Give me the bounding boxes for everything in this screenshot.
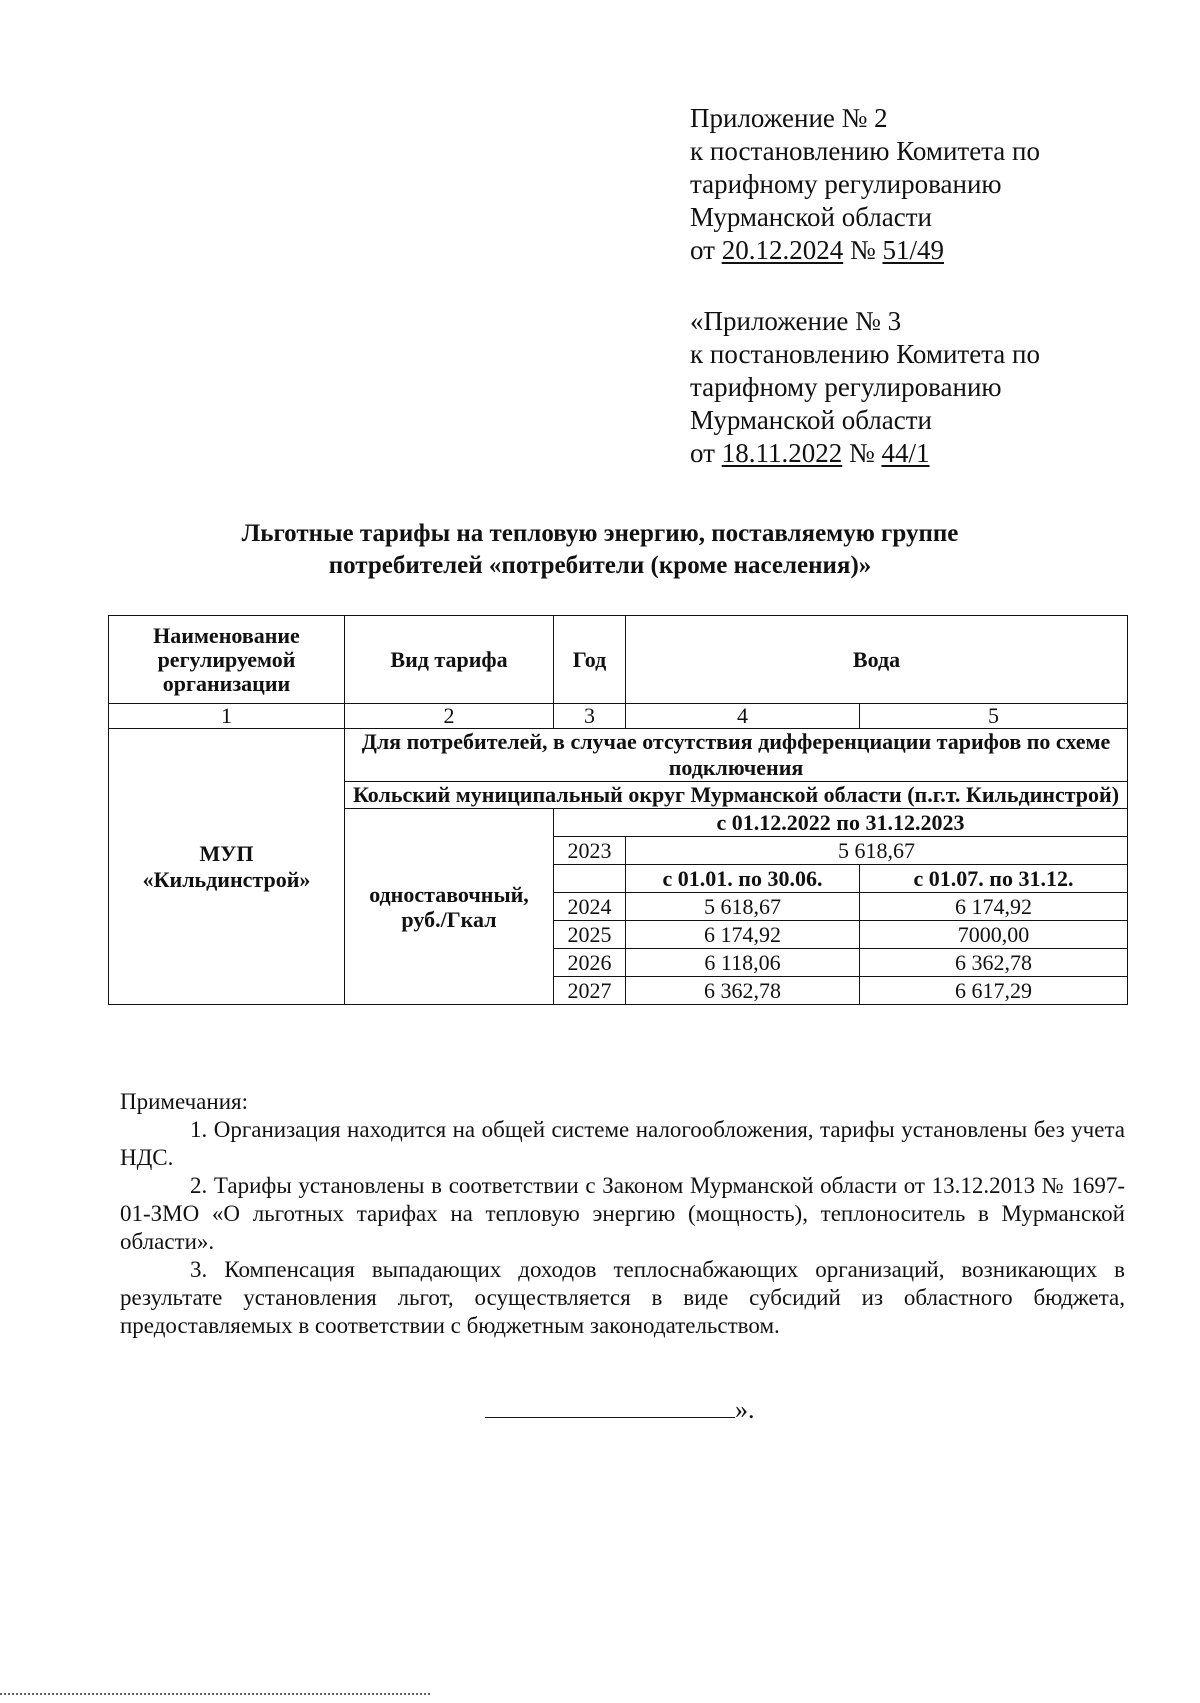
period-label: с 01.12.2022 по 31.12.2023 [554,809,1128,837]
table-header-row [109,616,1128,704]
appendix-number: 51/49 [882,235,944,265]
appendix-number: 44/1 [881,438,930,468]
value-cell: 6 174,92 [626,921,860,949]
signature-line [485,1395,735,1418]
appendix-line: Мурманской области [690,202,932,232]
value-cell: 6 362,78 [626,977,860,1005]
territory-cell: Кольский муниципальный округ Мурманской области (п.г.т. Кильдинстрой) [345,782,1128,809]
value-cell: 6 118,06 [626,949,860,977]
header-year: Год [554,616,626,704]
consumer-group-cell: Для потребителей, в случае отсутствия дифференциации тарифов по схеме подключения [345,729,1128,782]
appendix-date-line [690,437,1110,470]
notes-section [120,1088,1125,1340]
column-number: 1 [109,704,345,729]
empty-cell [554,865,626,893]
value-cell: 5 618,67 [626,893,860,921]
appendix-line: «Приложение № 3 [690,306,902,336]
appendix-line: Мурманской области [690,405,932,435]
notes-label: Примечания: [120,1089,248,1114]
appendix-line: Приложение № 2 [690,103,888,133]
scan-edge-divider [0,1693,430,1695]
appendix-date: 20.12.2024 [721,235,844,265]
value-cell: 7000,00 [860,921,1128,949]
appendix-line: к постановлению Комитета по [690,136,1040,166]
document-title [120,518,1080,582]
column-number: 2 [345,704,554,729]
header-org: Наименование регулируемой организации [109,616,345,704]
appendix-date: 18.11.2022 [721,438,843,468]
year-cell: 2027 [554,977,626,1005]
year-cell: 2025 [554,921,626,949]
consumer-group-row [109,729,1128,782]
appendix-previous [690,305,1110,470]
title-line: Льготные тарифы на тепловую энергию, поставляемую группе [241,520,959,547]
appendix-line: тарифному регулированию [690,169,1002,199]
note-item: 1. Организация находится на общей системе налогообложения, тарифы установлены без учета НДС. [120,1117,1125,1170]
header-water: Вода [626,616,1128,704]
number-prefix: № [842,438,882,468]
appendix-line: к постановлению Комитета по [690,339,1040,369]
closing-line [485,1395,755,1425]
column-number: 4 [626,704,860,729]
column-number: 5 [860,704,1128,729]
appendix-line: тарифному регулированию [690,372,1002,402]
note-item: 2. Тарифы установлены в соответствии с Законом Мурманской области от 13.12.2013 № 1697-01-ЗМО «О льготных тарифах на тепловую энергию (мощность), теплоноситель в Мурманской области». [120,1173,1125,1254]
value-cell: 6 174,92 [860,893,1128,921]
column-number-row [109,704,1128,729]
title-line: потребителей «потребители (кроме населения)» [328,552,872,579]
value-cell: 6 617,29 [860,977,1128,1005]
organization-cell: МУП «Кильдинстрой» [109,729,345,1005]
half1-label: с 01.01. по 30.06. [626,865,860,893]
value-cell: 5 618,67 [626,837,1128,865]
year-cell: 2023 [554,837,626,865]
note-item: 3. Компенсация выпадающих доходов теплоснабжающих организаций, возникающих в результате установления льгот, осуществляется в виде субсидий из областного бюджета, предоставляемых в соответствии с бюджетным законодательством. [120,1257,1125,1338]
value-cell: 6 362,78 [860,949,1128,977]
number-prefix: № [843,235,883,265]
tariff-table [108,615,1128,1005]
year-cell: 2024 [554,893,626,921]
half2-label: с 01.07. по 31.12. [860,865,1128,893]
tariff-type-cell: одноставочный, руб./Гкал [345,809,554,1005]
date-prefix: от [690,235,722,265]
date-prefix: от [690,438,722,468]
closing-quote: ». [735,1395,755,1424]
column-number: 3 [554,704,626,729]
appendix-date-line [690,234,1110,267]
appendix-current [690,102,1110,267]
header-tariff-type: Вид тарифа [345,616,554,704]
year-cell: 2026 [554,949,626,977]
